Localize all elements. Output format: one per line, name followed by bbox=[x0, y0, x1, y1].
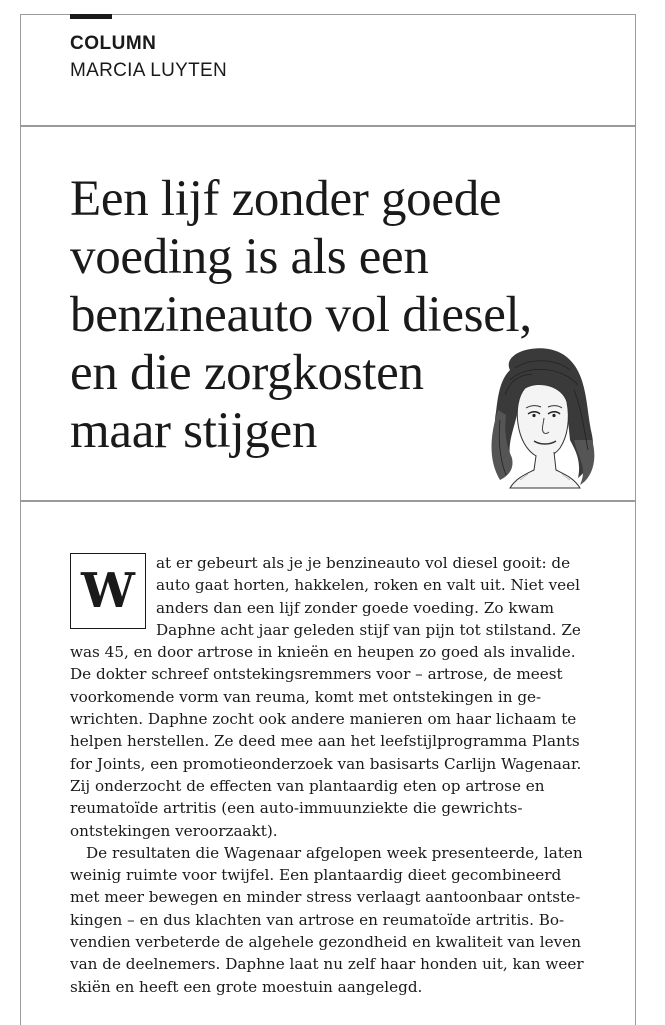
article-line: wrichten. Daphne zocht ook andere manieren om haar lichaam te bbox=[70, 710, 577, 729]
article-body bbox=[70, 552, 626, 998]
article-line: was 45, en door artrose in knieën en heupen zo goed als invalide. bbox=[70, 643, 576, 662]
article-line: anders dan een lijf zonder goede voeding. Zo kwam bbox=[156, 598, 555, 617]
article-line: Zij onderzocht de effecten van plantaardig eten op artrose en bbox=[70, 776, 545, 795]
headline-line: maar stijgen bbox=[70, 403, 318, 459]
column-kicker: COLUMN bbox=[70, 33, 157, 54]
headline-line: Een lijf zonder goede bbox=[70, 171, 502, 227]
article-line: for Joints, een promotieonderzoek van basisarts Carlijn Wagenaar. bbox=[70, 754, 582, 773]
article-line: De resultaten die Wagenaar afgelopen week presenteerde, laten bbox=[86, 843, 583, 862]
author-portrait-icon bbox=[470, 340, 600, 490]
article-line: kingen – en dus klachten van artrose en reumatoïde artritis. Bo- bbox=[70, 910, 565, 929]
headline-line: voeding is als een bbox=[70, 229, 429, 285]
article-line: vendien verbeterde de algehele gezondheid en kwaliteit van leven bbox=[70, 933, 581, 952]
article-line: Daphne acht jaar geleden stijf van pijn tot stilstand. Ze bbox=[156, 620, 581, 639]
article-line: ontstekingen veroorzaakt). bbox=[70, 821, 278, 840]
article-line: at er gebeurt als je je benzineauto vol diesel gooit: de bbox=[156, 554, 571, 572]
article-line: auto gaat horten, hakkelen, roken en valt uit. Niet veel bbox=[156, 576, 580, 595]
headline-line: benzineauto vol diesel, bbox=[70, 287, 532, 343]
divider-bottom bbox=[20, 500, 636, 502]
dropcap: W bbox=[70, 553, 146, 629]
article-line: skiën en heeft een grote moestuin aangelegd. bbox=[70, 977, 423, 996]
headline-line: en die zorgkosten bbox=[70, 345, 424, 401]
article-line: weinig ruimte voor twijfel. Een plantaardig dieet gecombineerd bbox=[70, 866, 562, 885]
article-line: helpen herstellen. Ze deed mee aan het leefstijlprogramma Plants bbox=[70, 732, 580, 751]
article-line: van de deelnemers. Daphne laat nu zelf haar honden uit, kan weer bbox=[70, 955, 584, 974]
article-line: voorkomende vorm van reuma, komt met ontstekingen in ge- bbox=[70, 687, 542, 706]
divider-top bbox=[20, 125, 636, 127]
article-line: met meer bewegen en minder stress verlaagt aantoonbaar ontste- bbox=[70, 888, 581, 907]
kicker-bar bbox=[70, 14, 112, 19]
article-line: reumatoïde artritis (een auto-immuunziekte die gewrichts- bbox=[70, 799, 523, 818]
article-line: De dokter schreef ontstekingsremmers voor – artrose, de meest bbox=[70, 665, 563, 684]
author-name: MARCIA LUYTEN bbox=[70, 60, 227, 81]
